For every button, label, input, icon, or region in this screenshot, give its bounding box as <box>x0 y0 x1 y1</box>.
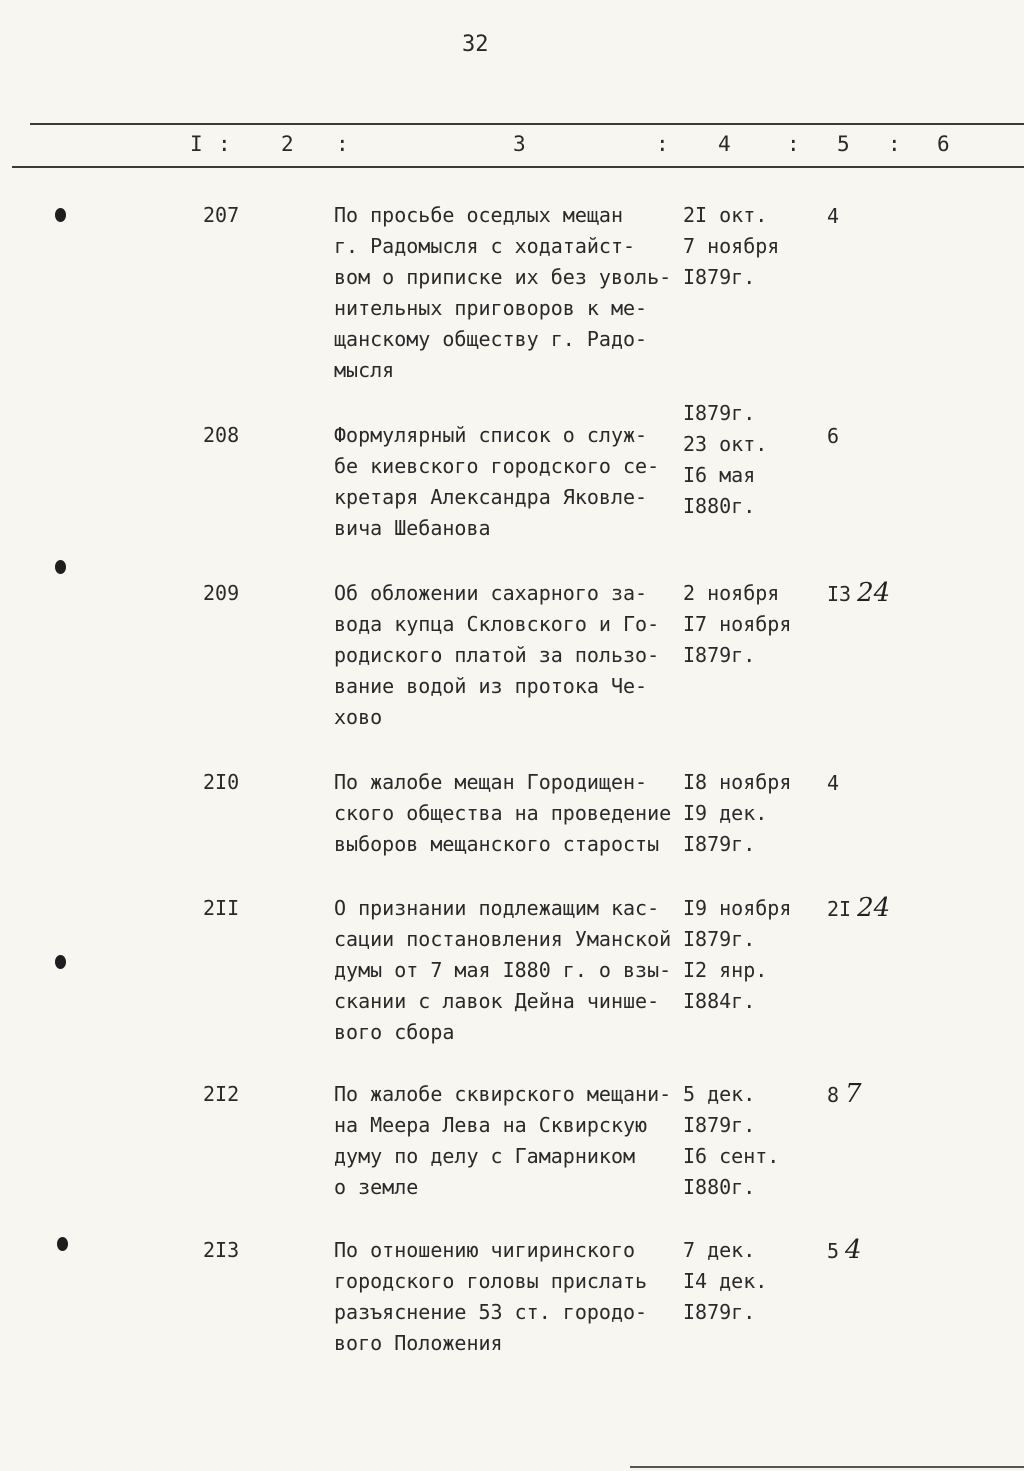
header-sep: : <box>336 132 349 156</box>
header-sep: : <box>787 132 800 156</box>
entry-subject: Формулярный список о служ- бе киевского городского се- кретаря Александра Яковле- вича Шебанова <box>334 423 660 540</box>
entry-subject: По просьбе оседлых мещан г. Радомысля с ходатайст- вом о приписке их без уволь- нительных приговоров к ме- щанскому обществу г. Радо- мысля <box>334 203 672 382</box>
entry-number: 2I3 <box>203 1238 240 1262</box>
header-col-5: 5 <box>837 132 850 156</box>
entry-subject: По жалобе мещан Городищен- ского общества на проведение выборов мещанского старосты <box>334 770 672 856</box>
entry-subject: По жалобе сквирского мещани- на Меера Лева на Сквирскую думу по делу с Гамарником о земле <box>334 1082 672 1199</box>
entry-sheets <box>827 1235 862 1267</box>
entry-dates: I879г. 23 окт. I6 мая I880г. <box>683 401 768 518</box>
entry-number: 209 <box>203 581 240 605</box>
entry-sheets <box>827 200 845 232</box>
entry-dates: I9 ноября I879г. I2 янр. I884г. <box>683 896 792 1013</box>
header-sep: : <box>888 132 901 156</box>
entry-dates: I8 ноября I9 дек. I879г. <box>683 770 792 856</box>
sheet-count: 6 <box>827 424 840 448</box>
sheet-count: 4 <box>827 771 840 795</box>
page-number: 32 <box>462 32 489 57</box>
entry-number: 208 <box>203 423 240 447</box>
entry-dates: 7 дек. I4 дек. I879г. <box>683 1238 768 1324</box>
punch-hole-mark <box>55 955 66 969</box>
entry-number: 2II <box>203 896 240 920</box>
handwritten-sheet-count: 4 <box>845 1235 862 1265</box>
entry-number: 2I0 <box>203 770 240 794</box>
header-col-6: 6 <box>937 132 950 156</box>
header-rule-bottom <box>12 166 1024 168</box>
sheet-count: I3 <box>827 582 852 606</box>
entry-dates: 2I окт. 7 ноября I879г. <box>683 203 780 289</box>
handwritten-sheet-count: 7 <box>845 1079 862 1109</box>
header-col-4: 4 <box>718 132 731 156</box>
entry-dates: 2 ноября I7 ноября I879г. <box>683 581 792 667</box>
entry-number: 207 <box>203 203 240 227</box>
header-rule-top <box>30 123 1024 125</box>
sheet-count: 8 <box>827 1083 840 1107</box>
entry-number: 2I2 <box>203 1082 240 1106</box>
handwritten-sheet-count: 24 <box>857 578 891 608</box>
entry-sheets <box>827 893 890 925</box>
sheet-count: 2I <box>827 897 852 921</box>
punch-hole-mark <box>55 560 66 574</box>
header-sep: : <box>656 132 669 156</box>
header-sep: : <box>218 132 231 156</box>
punch-hole-mark <box>55 208 66 222</box>
entry-sheets <box>827 1079 862 1111</box>
entry-sheets <box>827 420 845 452</box>
sheet-count: 4 <box>827 204 840 228</box>
handwritten-sheet-count: 24 <box>857 893 891 923</box>
entry-sheets <box>827 767 845 799</box>
entry-subject: По отношению чигиринского городского головы прислать разъяснение 53 ст. городо- вого Положения <box>334 1238 648 1355</box>
punch-hole-mark <box>57 1237 68 1251</box>
sheet-count: 5 <box>827 1239 840 1263</box>
entry-sheets <box>827 578 890 610</box>
entry-dates: 5 дек. I879г. I6 сент. I880г. <box>683 1082 780 1199</box>
header-col-1: I <box>190 132 203 156</box>
entry-subject: Об обложении сахарного за- вода купца Скловского и Го- родиского платой за пользо- вание водой из протока Че- хово <box>334 581 660 729</box>
bottom-rule <box>630 1466 1024 1468</box>
header-col-3: 3 <box>513 132 526 156</box>
header-col-2: 2 <box>281 132 294 156</box>
entry-subject: О признании подлежащим кас- сации постановления Уманской думы от 7 мая I880 г. о взы- скании с лавок Дейна чинше- вого сбора <box>334 896 672 1044</box>
